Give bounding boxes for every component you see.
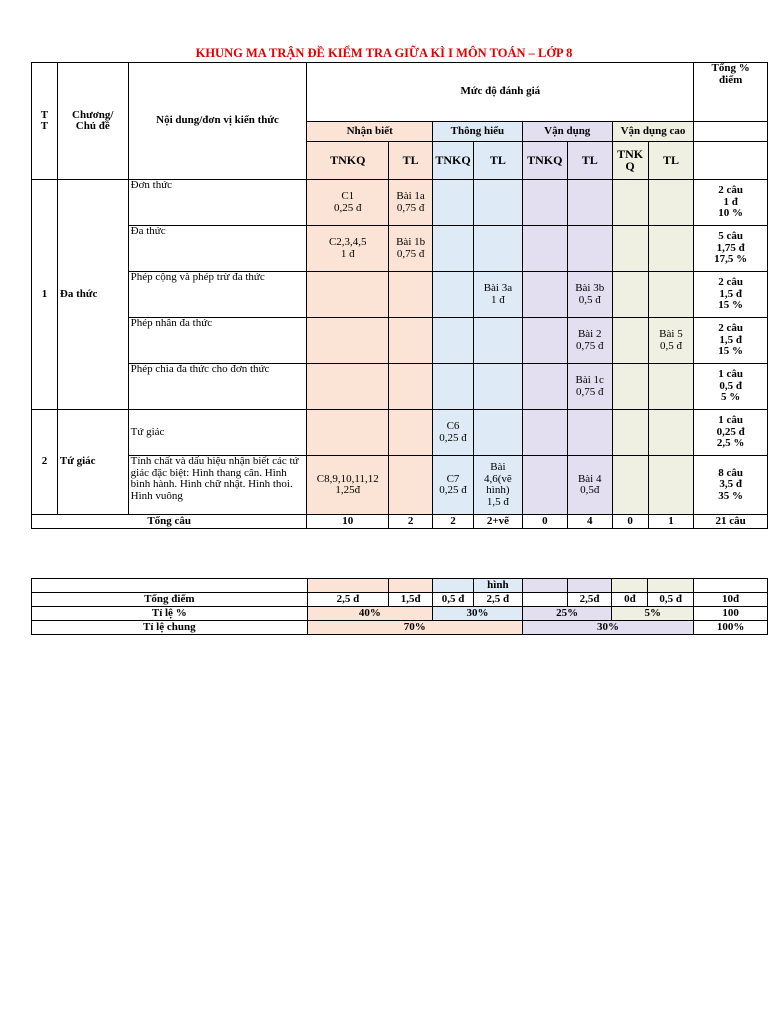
total-cell: 1 câu 0,5 đ 5 %: [694, 364, 768, 410]
value-cell: C6 0,25 đ: [433, 410, 474, 456]
tong-diem-value: 2,5 đ: [307, 593, 389, 607]
value-cell: [389, 318, 433, 364]
header-sub: TL: [648, 142, 694, 180]
value-cell: [474, 226, 523, 272]
table-row: [32, 456, 768, 515]
value-cell: [648, 410, 694, 456]
value-cell: Bài 1a 0,75 đ: [389, 180, 433, 226]
tong-cau-value: 1: [648, 515, 694, 529]
tong-diem-row: [32, 593, 768, 607]
value-cell: [433, 180, 474, 226]
tong-diem-total: 10đ: [694, 593, 768, 607]
value-cell: [522, 226, 567, 272]
value-cell: [522, 410, 567, 456]
table-cell: [567, 579, 612, 593]
header-row: [32, 63, 768, 122]
header-chuong: Chương/ Chủ đề: [57, 63, 128, 180]
topic-cell: Phép cộng và phép trừ đa thức: [128, 272, 307, 318]
tong-cau-total: 21 câu: [694, 515, 768, 529]
tong-cau-value: 2+vẽ: [474, 515, 523, 529]
ti-le-value: 40%: [307, 607, 433, 621]
header-level: Vận dụng cao: [612, 122, 694, 142]
ti-le-value: 5%: [612, 607, 694, 621]
value-cell: [648, 226, 694, 272]
header-sub: TNKQ: [307, 142, 389, 180]
group-chuong: Tứ giác: [57, 410, 128, 515]
tong-diem-label: Tổng điểm: [32, 593, 308, 607]
value-cell: [612, 180, 648, 226]
value-cell: C7 0,25 đ: [433, 456, 474, 515]
ti-le-label: Tỉ lệ %: [32, 607, 308, 621]
tong-diem-value: 0,5 đ: [433, 593, 474, 607]
value-cell: [433, 226, 474, 272]
value-cell: Bài 4 0,5đ: [567, 456, 612, 515]
ti-le-chung-total: 100%: [694, 621, 768, 635]
header-sub: TL: [567, 142, 612, 180]
header-sub: TNKQ: [433, 142, 474, 180]
value-cell: [612, 226, 648, 272]
ti-le-chung-value: 30%: [522, 621, 693, 635]
value-cell: [648, 364, 694, 410]
group-tt: 1: [32, 180, 58, 410]
value-cell: C1 0,25 đ: [307, 180, 389, 226]
value-cell: Bài 3a 1 đ: [474, 272, 523, 318]
value-cell: [522, 456, 567, 515]
header-tt: T T: [32, 63, 58, 180]
topic-cell: Tứ giác: [128, 410, 307, 456]
value-cell: [522, 272, 567, 318]
total-cell: 2 câu 1 đ 10 %: [694, 180, 768, 226]
table-cell: [433, 579, 474, 593]
group-chuong: Đa thức: [57, 180, 128, 410]
ti-le-chung-row: [32, 621, 768, 635]
table-cell: [648, 579, 694, 593]
table-cell: [612, 579, 648, 593]
header-sub: TNK Q: [612, 142, 648, 180]
tong-diem-value: 2,5 đ: [473, 593, 522, 607]
tong-diem-value: 0,5 đ: [648, 593, 694, 607]
tong-cau-label: Tổng câu: [32, 515, 307, 529]
value-cell: [648, 456, 694, 515]
value-cell: [389, 272, 433, 318]
header-level: Thông hiểu: [433, 122, 523, 142]
table-cell: [694, 579, 768, 593]
value-cell: Bài 1b 0,75 đ: [389, 226, 433, 272]
header-sub: TNKQ: [522, 142, 567, 180]
table-cell: [32, 579, 308, 593]
tong-cau-row: [32, 515, 768, 529]
value-cell: [307, 272, 389, 318]
value-cell: [522, 364, 567, 410]
value-cell: [567, 226, 612, 272]
total-cell: 1 câu 0,25 đ 2,5 %: [694, 410, 768, 456]
overflow-cell: hình: [473, 579, 522, 593]
total-cell: 2 câu 1,5 đ 15 %: [694, 272, 768, 318]
table-row: [32, 579, 768, 593]
table-row: [32, 272, 768, 318]
value-cell: [474, 180, 523, 226]
ti-le-row: [32, 607, 768, 621]
value-cell: [389, 456, 433, 515]
tong-cau-value: 0: [522, 515, 567, 529]
tong-cau-value: 10: [307, 515, 389, 529]
header-muc-do: Mức độ đánh giá: [307, 63, 694, 122]
group-tt: 2: [32, 410, 58, 515]
topic-cell: Đa thức: [128, 226, 307, 272]
table-cell: [307, 579, 389, 593]
ti-le-value: 30%: [433, 607, 523, 621]
header-level: Vận dụng: [522, 122, 612, 142]
total-cell: 8 câu 3,5 đ 35 %: [694, 456, 768, 515]
header-noi-dung: Nội dung/đơn vị kiến thức: [128, 63, 307, 180]
total-cell: 2 câu 1,5 đ 15 %: [694, 318, 768, 364]
tong-diem-value: 1,5đ: [389, 593, 433, 607]
tong-diem-value: 2,5đ: [567, 593, 612, 607]
value-cell: Bài 1c 0,75 đ: [567, 364, 612, 410]
page-title: KHUNG MA TRẬN ĐỀ KIỂM TRA GIỮA KÌ I MÔN TOÁN – LỚP 8: [195, 46, 573, 60]
topic-cell: Tính chất và dấu hiệu nhận biết các tứ giác đặc biệt: Hình thang cân. Hình bình hành. Hình chữ nhật. Hình thoi. Hình vuông: [128, 456, 307, 515]
value-cell: [567, 410, 612, 456]
value-cell: C2,3,4,5 1 đ: [307, 226, 389, 272]
value-cell: Bài 3b 0,5 đ: [567, 272, 612, 318]
tong-cau-value: 2: [433, 515, 474, 529]
value-cell: [612, 410, 648, 456]
value-cell: [612, 456, 648, 515]
value-cell: [307, 364, 389, 410]
value-cell: [474, 318, 523, 364]
value-cell: [522, 318, 567, 364]
table-cell: [694, 142, 768, 180]
value-cell: [474, 410, 523, 456]
value-cell: [612, 318, 648, 364]
table-row: [32, 226, 768, 272]
value-cell: C8,9,10,11,12 1,25đ: [307, 456, 389, 515]
value-cell: [612, 364, 648, 410]
topic-cell: Đơn thức: [128, 180, 307, 226]
table-cell: [522, 579, 567, 593]
header-sub: TL: [474, 142, 523, 180]
tong-cau-value: 4: [567, 515, 612, 529]
table-row: [32, 180, 768, 226]
value-cell: [433, 364, 474, 410]
tong-diem-value: 0đ: [612, 593, 648, 607]
value-cell: [648, 272, 694, 318]
value-cell: [433, 272, 474, 318]
value-cell: [389, 410, 433, 456]
summary-table: [31, 578, 768, 635]
ti-le-chung-label: Tỉ lệ chung: [32, 621, 308, 635]
tong-cau-value: 2: [389, 515, 433, 529]
table-row: [32, 364, 768, 410]
header-tong-pct: Tổng % điểm: [694, 63, 768, 122]
value-cell: Bài 2 0,75 đ: [567, 318, 612, 364]
header-sub: TL: [389, 142, 433, 180]
value-cell: Bài 5 0,5 đ: [648, 318, 694, 364]
value-cell: Bài 4,6(vẽ hình) 1,5 đ: [474, 456, 523, 515]
ti-le-chung-value: 70%: [307, 621, 522, 635]
table-cell: [389, 579, 433, 593]
topic-cell: Phép chia đa thức cho đơn thức: [128, 364, 307, 410]
header-level: Nhận biết: [307, 122, 433, 142]
value-cell: [307, 318, 389, 364]
tong-cau-value: 0: [612, 515, 648, 529]
table-cell: [694, 122, 768, 142]
ti-le-total: 100: [694, 607, 768, 621]
value-cell: [433, 318, 474, 364]
value-cell: [612, 272, 648, 318]
matrix-table: [31, 62, 768, 529]
value-cell: [648, 180, 694, 226]
topic-cell: Phép nhân đa thức: [128, 318, 307, 364]
ti-le-value: 25%: [522, 607, 612, 621]
table-row: [32, 410, 768, 456]
value-cell: [567, 180, 612, 226]
value-cell: [474, 364, 523, 410]
tong-diem-value: [522, 593, 567, 607]
value-cell: [522, 180, 567, 226]
table-row: [32, 318, 768, 364]
total-cell: 5 câu 1,75 đ 17,5 %: [694, 226, 768, 272]
value-cell: [389, 364, 433, 410]
value-cell: [307, 410, 389, 456]
